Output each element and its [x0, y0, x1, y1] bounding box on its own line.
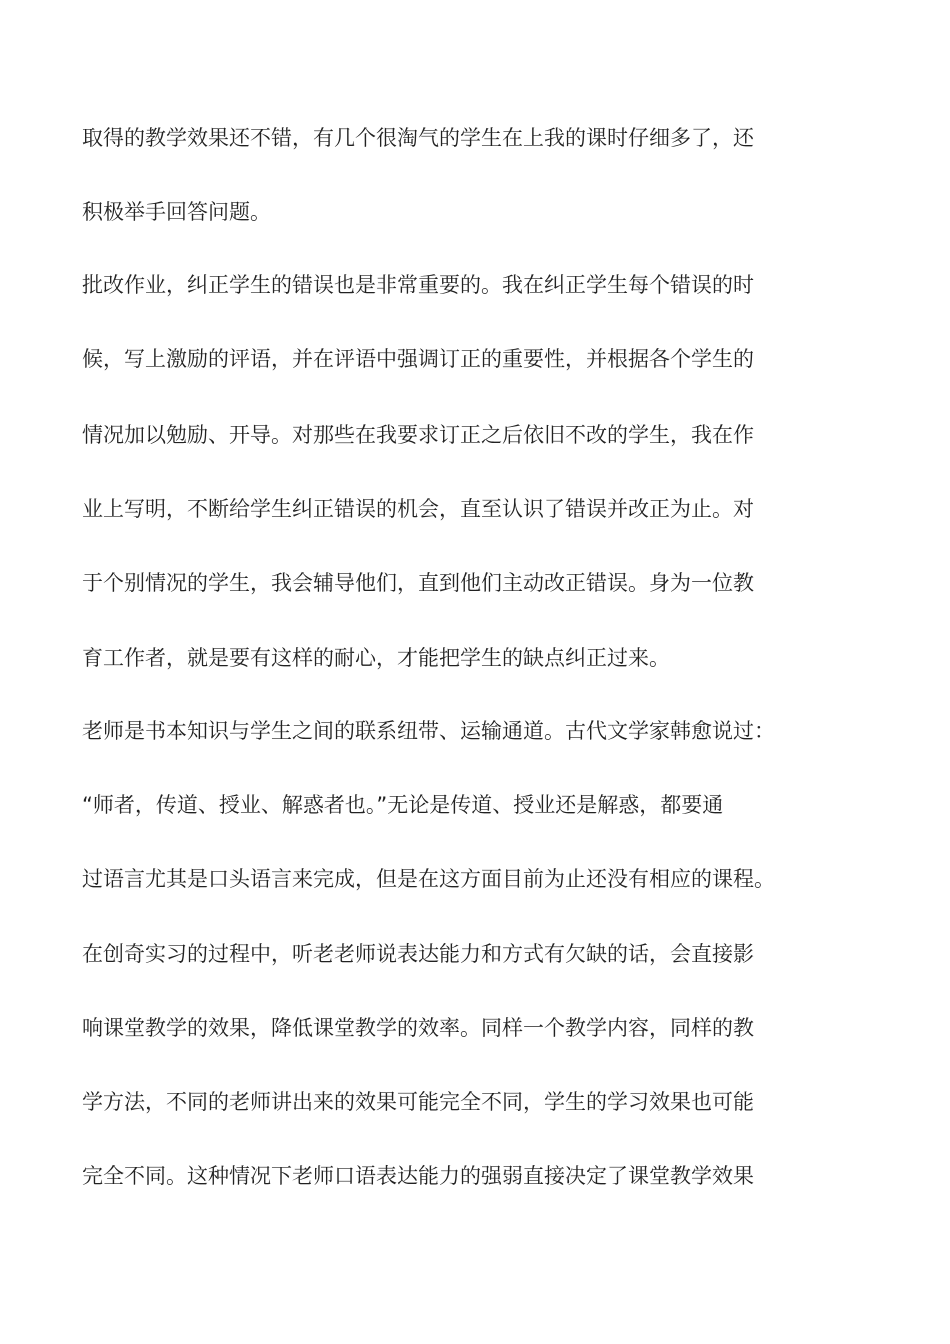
- text-line: 业上写明，不断给学生纠正错误的机会，直至认识了错误并改正为止。对: [82, 497, 754, 521]
- text-line: 于个别情况的学生，我会辅导他们，直到他们主动改正错误。身为一位教: [82, 571, 754, 595]
- text-line: 取得的教学效果还不错，有几个很淘气的学生在上我的课时仔细多了，还: [82, 126, 754, 150]
- text-line: “师者，传道、授业、解惑者也。”无论是传道、授业还是解惑，都要通: [82, 793, 724, 817]
- text-line: 在创奇实习的过程中，听老老师说表达能力和方式有欠缺的话，会直接影: [82, 942, 754, 966]
- text-line: 积极举手回答问题。: [82, 200, 271, 224]
- text-line: 育工作者，就是要有这样的耐心，才能把学生的缺点纠正过来。: [82, 646, 670, 670]
- text-line: 完全不同。这种情况下老师口语表达能力的强弱直接决定了课堂教学效果: [82, 1164, 754, 1188]
- text-line: 响课堂教学的效果，降低课堂教学的效率。同样一个教学内容，同样的教: [82, 1016, 754, 1040]
- text-line: 过语言尤其是口头语言来完成，但是在这方面目前为止还没有相应的课程。: [82, 867, 775, 891]
- text-line: 批改作业，纠正学生的错误也是非常重要的。我在纠正学生每个错误的时: [82, 273, 754, 297]
- text-line: 候，写上激励的评语，并在评语中强调订正的重要性，并根据各个学生的: [82, 347, 754, 371]
- text-line: 学方法，不同的老师讲出来的效果可能完全不同，学生的学习效果也可能: [82, 1090, 754, 1114]
- text-line: 老师是书本知识与学生之间的联系纽带、运输通道。古代文学家韩愈说过：: [82, 719, 775, 743]
- text-line: 情况加以勉励、开导。对那些在我要求订正之后依旧不改的学生，我在作: [82, 423, 754, 447]
